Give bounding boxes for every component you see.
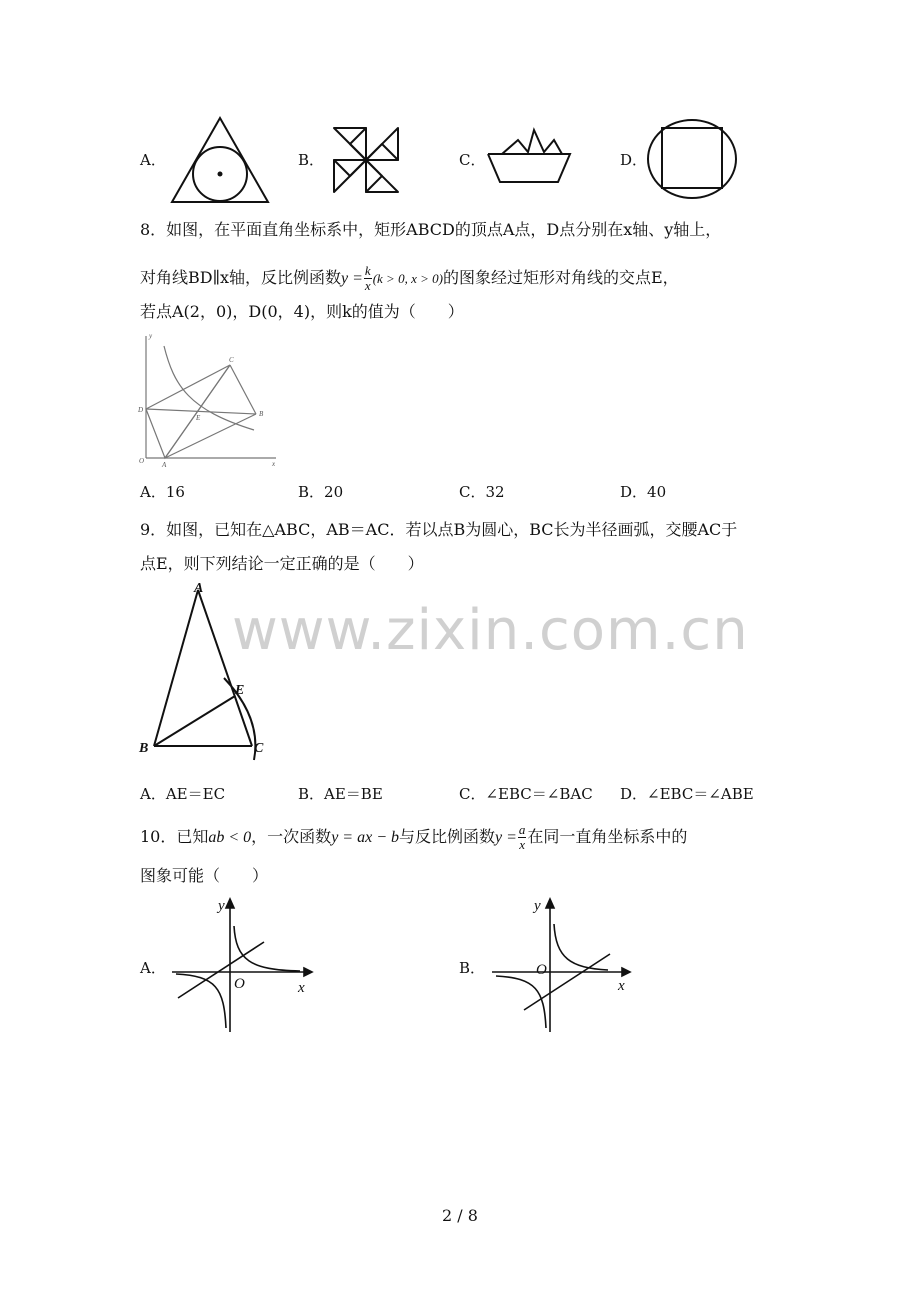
q10-option-b-label: B． xyxy=(459,959,486,977)
q10-line1-mid2: 与反比例函数 xyxy=(398,827,495,846)
q9-text-line2: 点E，则下列结论一定正确的是（ ） xyxy=(140,554,424,573)
q10-graph-b xyxy=(488,894,638,1038)
q9-figure-label-c: C xyxy=(254,741,264,756)
q7-option-a-label: A． xyxy=(140,151,166,169)
q9-option-d: D．∠EBC＝∠ABE xyxy=(620,785,754,803)
q8-text-line1: 8．如图，在平面直角坐标系中，矩形ABCD的顶点A点，D点分别在x轴、y轴上， xyxy=(140,220,722,239)
q10-condition: ab < 0 xyxy=(208,829,252,846)
q8-formula-cond: (k > 0, x > 0) xyxy=(372,271,443,286)
q9-option-b: B．AE＝BE xyxy=(298,785,383,803)
q9-figure-label-a: A xyxy=(194,581,204,596)
q10-graph-b-label-o: O xyxy=(536,962,547,978)
q7-figure-c-boat xyxy=(484,126,574,186)
q8-text-line2 xyxy=(140,262,679,295)
q7-option-d-label: D． xyxy=(620,151,648,169)
q10-line1-pre: 10．已知 xyxy=(140,827,209,846)
q7-option-c-label: C． xyxy=(459,151,486,169)
q10-graph-a-label-y: y xyxy=(218,898,225,914)
q10-reciprocal-num: a xyxy=(518,822,526,837)
q10-text-line1 xyxy=(140,820,687,855)
q8-formula-den: x xyxy=(364,278,371,293)
q9-triangle-figure xyxy=(134,578,274,764)
q10-graph-b-label-x: x xyxy=(618,978,625,994)
q8-line2-pre: 对角线BD∥x轴，反比例函数 xyxy=(140,268,342,287)
q7-figure-d-circle-square xyxy=(646,118,740,200)
q8-formula-lhs: y = xyxy=(341,270,363,287)
watermark-text: www.zixin.com.cn xyxy=(232,598,749,663)
q8-figure-label-o: O xyxy=(139,457,145,465)
q10-graph-a xyxy=(168,896,318,1038)
q8-figure-label-c: C xyxy=(229,356,234,364)
q9-figure-label-b: B xyxy=(139,741,149,756)
q10-line1-post: 在同一直角坐标系中的 xyxy=(527,827,688,846)
page-number: 2 / 8 xyxy=(442,1206,478,1225)
q9-text-line1: 9．如图，已知在△ABC，AB＝AC．若以点B为圆心，BC长为半径画弧，交腰AC于 xyxy=(140,520,738,539)
q10-reciprocal-den: x xyxy=(519,837,526,852)
q10-linear-function: y = ax − b xyxy=(331,829,399,846)
q9-figure-label-e: E xyxy=(235,683,245,698)
q8-formula-num: k xyxy=(364,263,371,278)
q8-figure-label-x: x xyxy=(272,460,276,468)
q7-figure-b-pinwheel xyxy=(330,124,402,196)
q10-reciprocal-lhs: y = xyxy=(495,829,517,846)
q8-option-b: B．20 xyxy=(298,483,344,501)
q8-coordinate-figure xyxy=(134,330,284,470)
q10-graph-b-label-y: y xyxy=(534,898,541,914)
q9-option-a: A．AE＝EC xyxy=(140,785,226,803)
q8-text-line3: 若点A(2，0)，D(0，4)，则k的值为（ ） xyxy=(140,302,464,321)
q8-option-c: C．32 xyxy=(459,483,505,501)
q8-option-d: D．40 xyxy=(620,483,667,501)
q10-text-line2: 图象可能（ ） xyxy=(140,866,269,885)
q10-line1-mid: ，一次函数 xyxy=(251,827,332,846)
q7-figure-a-triangle-circle xyxy=(168,114,272,206)
q8-option-a: A．16 xyxy=(140,483,185,501)
q9-option-c: C．∠EBC＝∠BAC xyxy=(459,785,593,803)
q10-option-a-label: A． xyxy=(140,959,166,977)
q8-formula-fraction xyxy=(364,264,372,293)
q8-figure-label-e: E xyxy=(196,414,201,422)
q8-figure-label-d: D xyxy=(138,406,144,414)
q7-option-b-label: B． xyxy=(298,151,325,169)
q8-figure-label-b: B xyxy=(259,410,264,418)
q8-figure-label-a: A xyxy=(162,461,167,469)
q8-line2-post: 的图象经过矩形对角线的交点E， xyxy=(442,268,679,287)
q10-graph-a-label-o: O xyxy=(234,976,245,992)
q8-figure-label-y: y xyxy=(149,332,153,340)
q10-reciprocal-fraction xyxy=(518,823,527,852)
q10-graph-a-label-x: x xyxy=(298,980,305,996)
